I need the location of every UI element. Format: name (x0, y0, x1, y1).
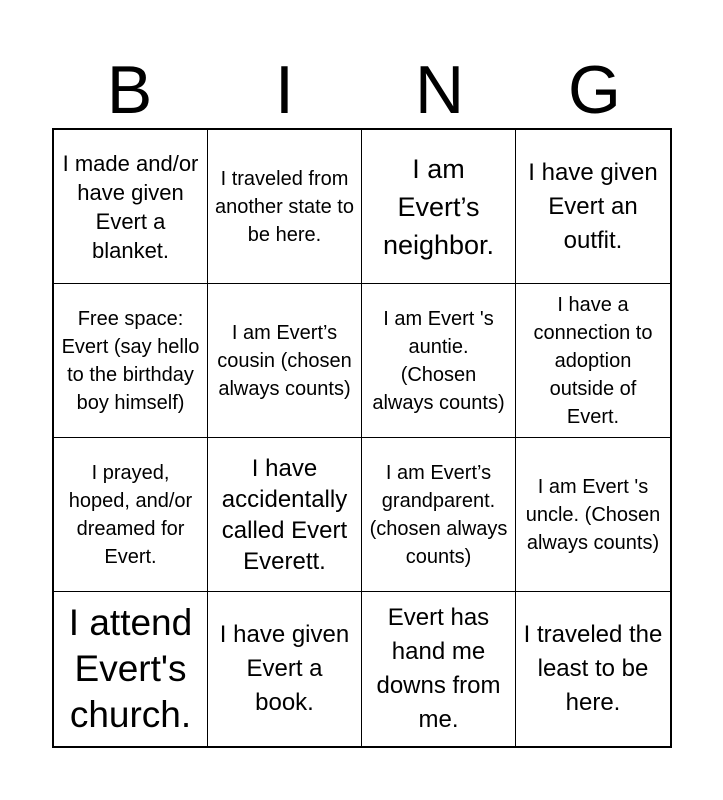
cell-text: I traveled the least to be here. (523, 621, 663, 716)
header-letter-b: B (106, 52, 153, 128)
cell-text: I prayed, hoped, and/or dreamed for Evert. (68, 461, 193, 568)
cell-text: I traveled from another state to be here. (215, 167, 354, 246)
cell-text: I have accidentally called Evert Everett. (221, 454, 348, 575)
bingo-cell[interactable] (362, 438, 516, 592)
bingo-cell[interactable] (516, 592, 670, 746)
cell-text: I am Evert 's auntie. (Chosen always counts) (372, 307, 505, 414)
bingo-cell[interactable] (208, 284, 362, 438)
bingo-cell[interactable] (362, 284, 516, 438)
bingo-cell[interactable] (362, 130, 516, 284)
bingo-cell[interactable] (516, 438, 670, 592)
cell-text: I am Evert’s cousin (chosen always counts) (217, 321, 352, 400)
bingo-cell[interactable] (516, 130, 670, 284)
bingo-cell[interactable] (54, 130, 208, 284)
cell-text: I am Evert’s grandparent. (chosen always counts) (369, 461, 508, 568)
cell-text: Evert has hand me downs from me. (376, 604, 501, 733)
bingo-cell[interactable] (208, 438, 362, 592)
cell-text: I have given Evert an outfit. (528, 158, 658, 254)
header-letter-n: N (414, 52, 465, 128)
cell-text: I have a connection to adoption outside of Evert. (533, 293, 653, 428)
bingo-header (52, 52, 672, 128)
bingo-cell[interactable] (54, 592, 208, 746)
bingo-cell[interactable] (516, 284, 670, 438)
cell-text: I made and/or have given Evert a blanket. (62, 150, 199, 263)
cell-text: I am Evert’s neighbor. (382, 153, 495, 260)
header-letter-i: I (275, 52, 294, 128)
bingo-cell[interactable] (54, 438, 208, 592)
cell-text: I attend Evert's church. (68, 602, 193, 735)
bingo-cell[interactable] (208, 130, 362, 284)
bingo-cell[interactable] (362, 592, 516, 746)
bingo-cell[interactable] (208, 592, 362, 746)
header-letter-g: G (568, 52, 621, 128)
cell-text: I have given Evert a book. (219, 621, 350, 716)
cell-text: I am Evert 's uncle. (Chosen always counts) (525, 475, 661, 554)
bingo-board (52, 128, 672, 748)
free-space-cell[interactable] (54, 284, 208, 438)
cell-text: Free space: Evert (say hello to the birthday boy himself) (61, 307, 200, 414)
